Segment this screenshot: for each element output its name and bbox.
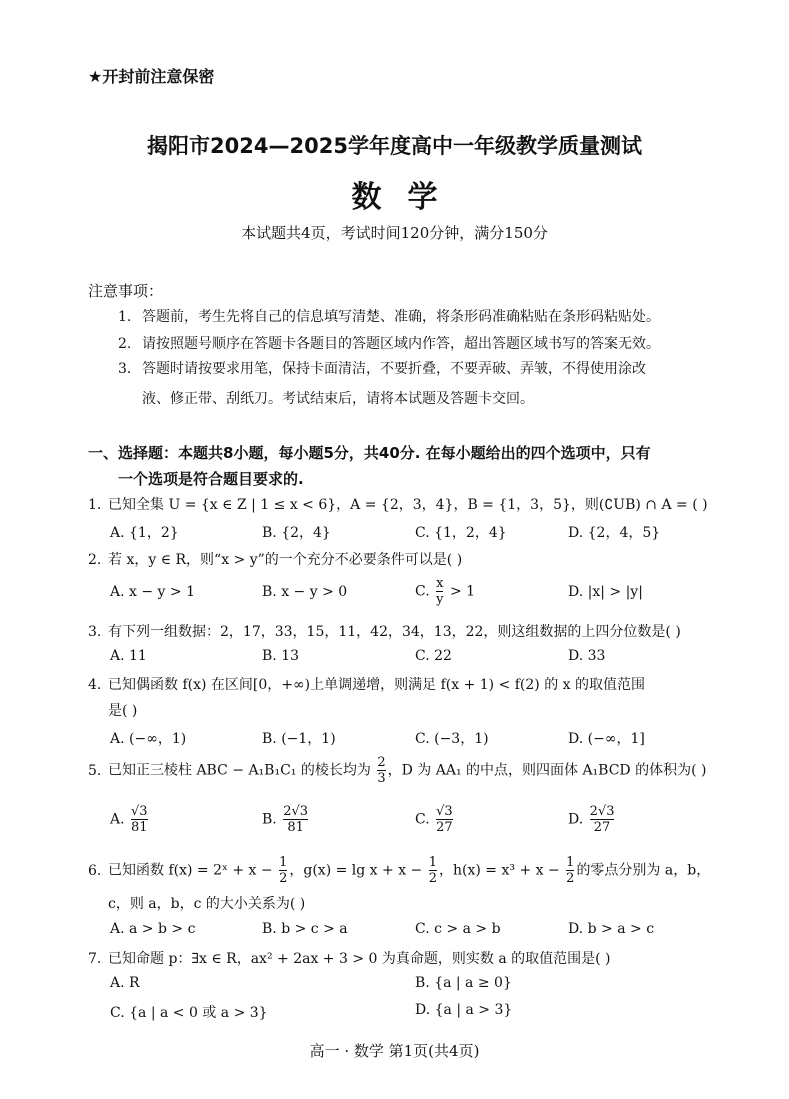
option-label: C. [415,811,430,828]
question-number: 6. [88,862,102,879]
fraction-denominator: 2 [428,871,438,886]
question-1 [88,494,708,514]
fraction [377,755,385,786]
fraction-numerator: √3 [436,804,453,819]
note-item [118,354,718,414]
option-b: B. 13 [262,648,300,664]
question-2 [88,549,462,569]
question-stem: 已知偶函数 f(x) 在区间[0，+∞)上单调递增，则满足 f(x + 1) < f(2) 的 x 的取值范围 [108,677,646,693]
fraction [283,804,308,835]
notes-heading: 注意事项： [88,282,164,300]
option-b: B. {a | a ≥ 0} [415,975,512,991]
option-a: A. a > b > c [110,921,196,937]
question-stem: 已知正三棱柱 ABC − A₁B₁C₁ 的棱长均为 [108,762,371,779]
option-c: C. 22 [415,648,452,664]
option-a [110,804,150,835]
fraction-numerator: 1 [279,855,288,870]
question-3 [88,621,681,641]
question-stem: 若 x，y ∈ R，则“x > y”的一个充分不必要条件可以是( ) [108,552,463,568]
question-stem-part: ，h(x) = x³ + x − [439,862,560,879]
option-d: D. {a | a > 3} [415,1002,513,1018]
fraction-numerator: 2 [377,755,386,770]
note-text-continued: 液、修正带、刮纸刀。考试结束后，请将本试题及答题卡交回。 [142,391,534,407]
fraction [436,576,443,607]
fraction [429,855,437,886]
option-d: D. (−∞，1] [568,731,645,747]
fraction-numerator: 1 [428,855,438,870]
page-footer: 高一 · 数学 第1页(共4页) [309,1042,480,1060]
question-stem: 已知全集 U = {x ∈ Z | 1 ≤ x < 6}，A = {2，3，4}，B = {1，3，5}，则(∁UB) ∩ A = ( ) [108,497,708,513]
note-number: 1. [118,309,132,325]
option-a: A. 11 [110,648,147,664]
section-line-1: 一、选择题：本题共8小题，每小题5分，共40分. 在每小题给出的四个选项中，只有 [88,444,651,462]
option-b [262,804,310,835]
note-text: 请按照题号顺序在答题卡各题目的答题区域内作答，超出答题区域书写的答案无效。 [142,336,660,352]
exam-title: 揭阳市2024—2025学年度高中一年级教学质量测试 [147,134,642,158]
option-d: D. 33 [568,648,606,664]
question-number: 2. [88,552,102,568]
question-stem-part: ，g(x) = lg x + x − [289,862,423,879]
option-label: A. [110,811,125,828]
option-tail: > 1 [449,583,476,600]
question-stem: 有下列一组数据：2，17，33，15，11，42，34，13，22，则这组数据的上四分位数是( ) [108,624,681,640]
note-number: 3. [118,361,132,377]
fraction-denominator: 81 [131,820,148,835]
fraction-numerator: 2√3 [283,804,309,819]
question-stem-tail: ，D 为 AA₁ 的中点，则四面体 A₁BCD 的体积为( ) [387,762,707,779]
option-label: D. [568,811,584,828]
option-d: D. b > a > c [568,921,655,937]
option-a: A. R [110,975,140,991]
fraction-denominator: 81 [287,820,304,835]
note-number: 2. [118,336,132,352]
question-stem: 已知函数 f(x) = 2ˣ + x − [108,862,273,879]
option-c [415,576,475,607]
question-4-continued: 是( ) [108,703,138,719]
fraction [590,804,615,835]
option-label: B. [262,811,277,828]
fraction-denominator: y [436,592,444,607]
section-heading [88,440,728,492]
option-b: B. (−1，1) [262,731,336,747]
question-number: 3. [88,624,102,640]
fraction [436,804,453,835]
option-c: C. {a | a < 0 或 a > 3} [110,1005,268,1021]
option-c: C. c > a > b [415,921,501,937]
option-d [568,804,616,835]
fraction-denominator: 2 [566,871,575,886]
option-a: A. x − y > 1 [110,584,195,600]
note-text: 答题前，考生先将自己的信息填写清楚、准确，将条形码准确粘贴在条形码粘贴处。 [142,309,660,325]
question-number: 1. [88,497,102,513]
option-c [415,804,455,835]
confidential-notice: ★开封前注意保密 [88,67,215,86]
fraction [566,855,574,886]
question-number: 7. [88,951,102,967]
section-line-2: 一个选项是符合题目要求的. [118,470,304,488]
question-number: 5. [88,762,102,779]
question-4 [88,674,645,694]
fraction-numerator: x [436,576,444,591]
option-b: B. {2，4} [262,525,331,541]
option-a: A. {1，2} [110,525,179,541]
option-label: C. [415,583,430,600]
option-a: A. (−∞，1) [110,731,187,747]
fraction [279,855,287,886]
fraction-denominator: 27 [593,820,611,835]
question-6-continued: c，则 a，b，c 的大小关系为( ) [108,896,306,912]
option-d: D. {2，4，5} [568,525,661,541]
subject-heading: 数学 [351,180,464,215]
option-c: C. (−3，1) [415,731,489,747]
fraction-numerator: 1 [566,855,575,870]
note-text: 答题时请按要求用笔，保持卡面清洁，不要折叠，不要弄破、弄皱，不得使用涂改 [142,361,646,377]
option-b: B. x − y > 0 [262,584,348,600]
fraction-denominator: 3 [377,771,386,786]
fraction-denominator: 27 [436,820,453,835]
question-number: 4. [88,677,102,693]
note-item [118,302,718,332]
fraction [131,804,148,835]
fraction-numerator: √3 [131,804,148,819]
question-7 [88,948,611,968]
option-b: B. b > c > a [262,921,348,937]
question-stem: 已知命题 p：∃x ∈ R，ax² + 2ax + 3 > 0 为真命题，则实数 a 的取值范围是( ) [108,951,611,967]
question-5 [88,755,706,786]
fraction-denominator: 2 [279,871,288,886]
option-c: C. {1，2，4} [415,525,507,541]
exam-info: 本试题共4页，考试时间120分钟，满分150分 [241,224,548,242]
fraction-numerator: 2√3 [589,804,615,819]
question-stem-part: 的零点分别为 a，b， [576,862,711,879]
option-d: D. |x| > |y| [568,584,643,600]
question-6 [88,855,710,886]
